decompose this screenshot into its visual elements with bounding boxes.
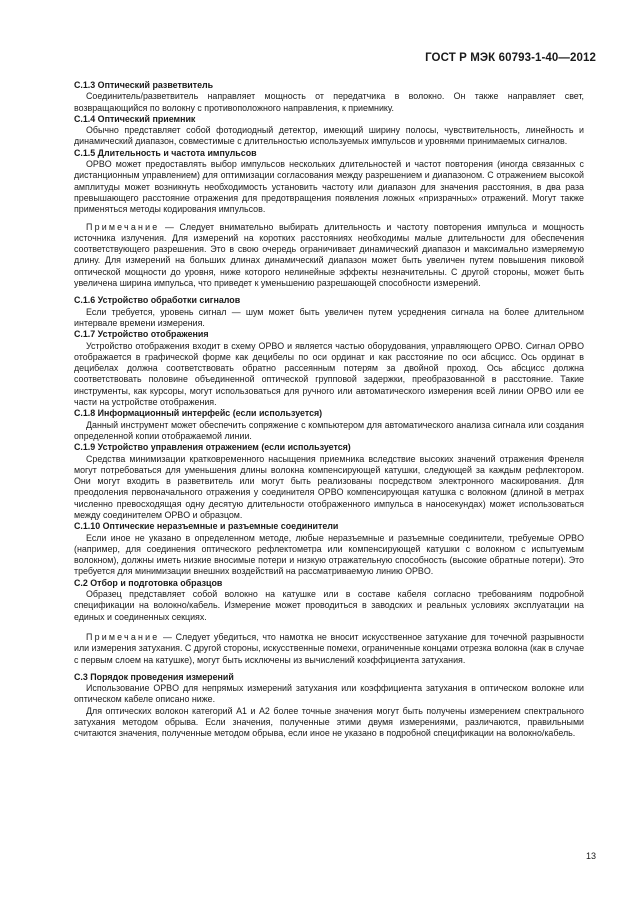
section-paragraph: Если требуется, уровень сигнал — шум может быть увеличен путем усреднения сигнала на более длительном интервале времени измерения. (74, 306, 584, 328)
note-text: — Следует убедиться, что намотка не вносит искусственное затухание для точечной разрывности или измерения затухания. С другой стороны, искусственные помехи, ограниченные концами отрезка волокна (как в случае с первым слоем на катушке), могут быть исключены из вычислений коэффициента затухания. (74, 631, 584, 665)
section-heading: С.1.5 Длительность и частота импульсов (74, 147, 257, 158)
note-label: Примечание (86, 221, 160, 232)
section-heading: С.1.9 Устройство управления отражением (если используется) (74, 442, 351, 453)
section-paragraph: Соединитель/разветвитель направляет мощность от передатчика в волокно. Он также направляет свет, возвращающийся по волокну с противоположного направления, к приемнику. (74, 91, 584, 113)
note-text: — Следует внимательно выбирать длительность и частоту повторения импульса и мощность источника излучения. Для измерений на коротких расстояниях необходимы малые длительности для обеспечения соответствующего разрешения. Это в свою очередь ограничивает динамический диапазон и максимально измеряемую длину. Для измерений на больших длинах динамический диапазон может быть увеличен путем повышения пиковой оптической мощности до уровня, ниже которого нелинейные эффекты незначительны. С другой стороны, может быть увеличена ширина импульса, что приведет к уменьшению разрешающей способности измерений. (74, 221, 584, 289)
section-paragraph: Использование OPBO для непрямых измерений затухания или коэффициента затухания в оптическом волокне или оптическом кабеле описано ниже. (74, 683, 584, 705)
section-paragraph: Образец представляет собой волокно на катушке или в составе кабеля согласно требованиям подробной спецификации на волокно/кабель. Измерение может проводиться в заводских и реальных условиях эксплуатации на единых и соединенных секциях. (74, 589, 584, 622)
page-content (74, 80, 584, 740)
page-number: 13 (585, 851, 596, 861)
section-heading: С.1.7 Устройство отображения (74, 329, 209, 340)
section-heading: С.2 Отбор и подготовка образцов (74, 577, 223, 588)
section-heading: С.3 Порядок проведения измерений (74, 671, 234, 682)
note-paragraph (74, 632, 584, 666)
section-heading: С.1.8 Информационный интерфейс (если используется) (74, 408, 323, 419)
section-paragraph: Средства минимизации кратковременного насыщения приемника вследствие высоких значений отражения Френеля могут потребоваться для уменьшения длины волокна компенсирующей катушки, следующей за каждым рефлектором. Они могут входить в разветвитель или могут быть реализованы посредством электронного маскирования. Для преодоления первоначального отражения у соединителя OPBO компенсирующая катушка с волокном (длиной в метрах численно превосходящая одну десятую длительности отображенного импульса в наносекундах) может использоваться между соединителем OPBO и образцом. (74, 453, 584, 520)
section-heading: С.1.3 Оптический разветвитель (74, 80, 214, 90)
section-paragraph: Для оптических волокон категорий А1 и А2 более точные значения могут быть получены измерением спектрального затухания методом обрыва. Если значения, полученные этими двумя измерениями, различаются, правильными считаются значения, полученные методом обрыва, если иное не указано в подробной спецификации на волокно/кабель. (74, 705, 584, 739)
section-paragraph: Устройство отображения входит в схему OPBO и является частью оборудования, управляющего OPBO. Сигнал OPBO отображается в графической форме как децибелы по оси ординат и как расстояние по оси абсцисс. Ось ординат в децибелах должна соответствовать обратно рассеянным потерям за двойной проход. Ось абсцисс должна соответствовать половине объединенной оптической групповой задержки, преобразованной в расстояние. Такие инструменты, как курсоры, могут использоваться для ручного или автоматического измерения всей линии OPBO или ее части на устройстве отображения. (74, 340, 584, 408)
section-paragraph: Данный инструмент может обеспечить сопряжение с компьютером для автоматического анализа сигнала или создания определенной копии отображаемой линии. (74, 419, 584, 441)
section-heading: С.1.10 Оптические неразъемные и разъемные соединители (74, 521, 339, 532)
section-paragraph: Обычно представляет собой фотодиодный детектор, имеющий ширину полосы, чувствительность, линейность и динамический диапазон, совместимые с длительностью используемых импульсов и уровнями принимаемых сигналов. (74, 125, 584, 147)
standard-header: ГОСТ Р МЭК 60793-1-40—2012 (425, 52, 596, 64)
note-paragraph (74, 222, 584, 290)
section-paragraph: Если иное не указано в определенном методе, любые неразъемные и разъемные соединители, требуемые OPBO (например, для соединения оптического рефлектометра или компенсирующей катушки с волокном с испытуемым волокном), должны иметь низкие вносимые потери и низкую отражательную способность (высокие обратные потери). Это требуется для минимизации внешних воздействий на рассматриваемую линию OPBO. (74, 532, 584, 577)
section-paragraph: OPBO может предоставлять выбор импульсов нескольких длительностей и частот повторения (иногда связанных с дистанционным управлением) для оптимизации согласования между разрешением и диапазоном. С отражением высокой амплитуды может возникнуть необходимость установить частоту или диапазон для значения расстояния, в два раза превышающего расстояние отражения для предотвращения появления ложных «призрачных» отражений. Могут также применяться методы кодирования импульсов. (74, 159, 584, 215)
note-label: Примечание (86, 631, 160, 642)
section-heading: С.1.6 Устройство обработки сигналов (74, 295, 241, 306)
section-heading: С.1.4 Оптический приемник (74, 113, 196, 124)
